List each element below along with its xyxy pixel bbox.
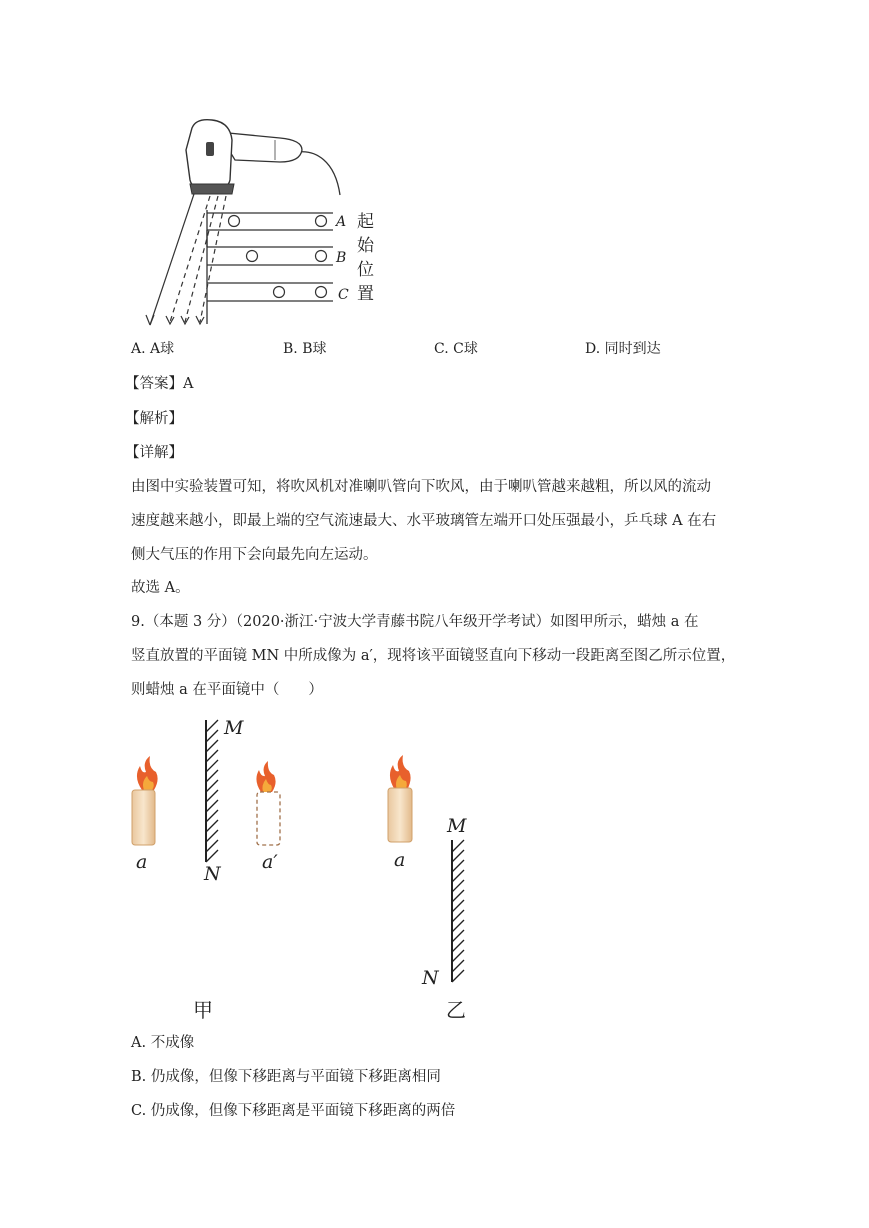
mirror-candle-figure bbox=[120, 710, 520, 1030]
q9-option-b[interactable]: B. 仍成像，但像下移距离与平面镜下移距离相同 bbox=[131, 1069, 441, 1085]
mirror-label-n-right: N bbox=[422, 967, 439, 989]
candle-a-right bbox=[388, 755, 412, 842]
q8-option-b[interactable]: B. B球 bbox=[283, 341, 327, 357]
start-label-char-1: 起 bbox=[357, 212, 374, 232]
q9-stem-line: 9.（本题 3 分）（2020·浙江·宁波大学青藤书院八年级开学考试）如图甲所示，蜡烛 a 在 bbox=[131, 614, 699, 630]
q8-detail-heading: 【详解】 bbox=[125, 445, 183, 461]
mirror-label-m-right: M bbox=[447, 815, 467, 837]
figure-caption-jia: 甲 bbox=[193, 998, 213, 1022]
hair-dryer-figure bbox=[140, 110, 390, 330]
mirror-label-m-left: M bbox=[224, 717, 244, 739]
image-label-a-prime: a′ bbox=[262, 851, 278, 873]
candle-image-a-prime bbox=[256, 761, 280, 845]
q8-conclusion: 故选 A。 bbox=[131, 580, 190, 596]
q8-option-a[interactable]: A. A球 bbox=[131, 341, 175, 357]
start-label-char-4: 置 bbox=[357, 284, 374, 304]
q8-answer: 【答案】A bbox=[125, 376, 194, 392]
q8-explanation-line: 侧大气压的作用下会向最先向左运动。 bbox=[131, 547, 378, 563]
q9-stem-line: 竖直放置的平面镜 MN 中所成像为 a′，现将该平面镜竖直向下移动一段距离至图乙所示位置， bbox=[131, 648, 736, 664]
q8-option-d[interactable]: D. 同时到达 bbox=[585, 341, 661, 357]
start-label-char-3: 位 bbox=[357, 260, 374, 280]
start-label-char-2: 始 bbox=[357, 236, 374, 256]
q8-explanation-line: 速度越来越小，即最上端的空气流速最大、水平玻璃管左端开口处压强最小，乒乓球 A 在右 bbox=[131, 513, 717, 529]
candle-label-a-left: a bbox=[136, 851, 148, 873]
candle-a-left bbox=[132, 756, 158, 845]
q9-option-a[interactable]: A. 不成像 bbox=[131, 1035, 195, 1051]
ball-label-a: A bbox=[336, 214, 347, 230]
figure-caption-yi: 乙 bbox=[446, 998, 466, 1022]
ball-label-c: C bbox=[338, 287, 349, 303]
q9-stem-line: 则蜡烛 a 在平面镜中（ ） bbox=[131, 682, 323, 698]
mirror-label-n-left: N bbox=[204, 863, 221, 885]
q8-analysis-heading: 【解析】 bbox=[125, 411, 183, 427]
ball-label-b: B bbox=[336, 250, 347, 266]
candle-label-a-right: a bbox=[394, 849, 406, 871]
q8-explanation-line: 由图中实验装置可知，将吹风机对准喇叭管向下吹风，由于喇叭管越来越粗，所以风的流动 bbox=[131, 479, 711, 495]
q9-option-c[interactable]: C. 仍成像，但像下移距离是平面镜下移距离的两倍 bbox=[131, 1103, 456, 1119]
q8-option-c[interactable]: C. C球 bbox=[434, 341, 478, 357]
